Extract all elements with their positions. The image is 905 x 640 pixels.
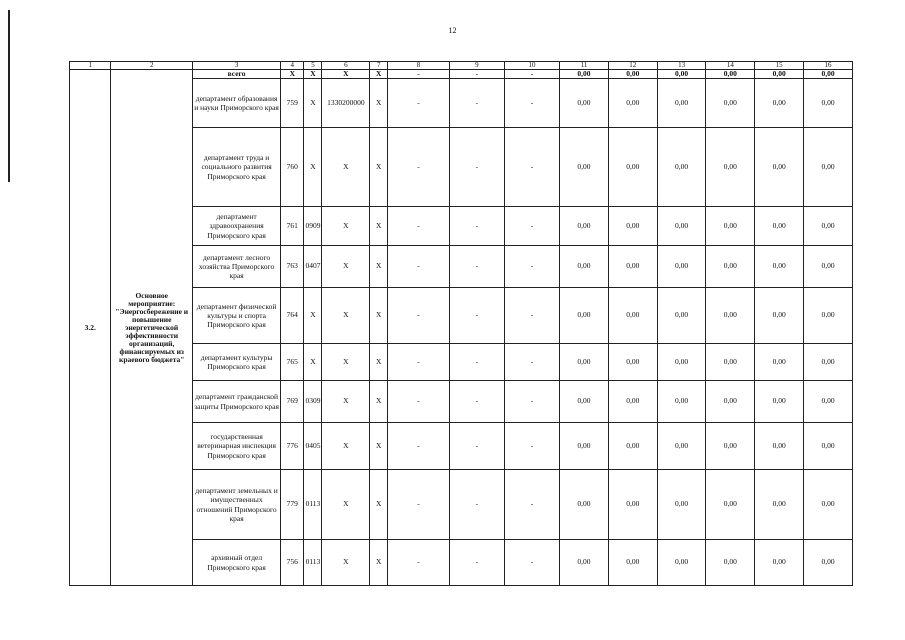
- total-cell: всего: [193, 70, 281, 79]
- table-cell-c14: 0,00: [706, 207, 755, 246]
- event-name: Основное мероприятие: "Энергосбережение и повышение энергетической эффективности организаций, финансируемых из краевого бюджета": [111, 70, 193, 586]
- table-cell-c15: 0,00: [755, 288, 804, 344]
- table-cell-c5: 0113: [304, 540, 322, 586]
- org-name: департамент здравоохранения Приморского края: [193, 207, 281, 246]
- table-cell-c4: 760: [281, 128, 304, 207]
- table-cell-c15: 0,00: [755, 128, 804, 207]
- table-cell-c9: -: [449, 423, 504, 470]
- table-cell-c11: 0,00: [560, 207, 609, 246]
- total-cell: 0,00: [706, 70, 755, 79]
- table-cell-c7: X: [370, 288, 388, 344]
- table-cell-c10: -: [504, 207, 559, 246]
- table-cell-c10: -: [504, 381, 559, 423]
- total-cell: 0,00: [560, 70, 609, 79]
- table-cell-c5: X: [304, 344, 322, 381]
- table-cell-c10: -: [504, 540, 559, 586]
- table-cell-c11: 0,00: [560, 540, 609, 586]
- header-cell: 6: [322, 62, 370, 70]
- header-cell: 10: [504, 62, 559, 70]
- table-cell-c6: 1330200000: [322, 79, 370, 128]
- header-cell: 12: [608, 62, 657, 70]
- table-cell-c12: 0,00: [608, 246, 657, 288]
- org-name: департамент образования и науки Приморского края: [193, 79, 281, 128]
- table-cell-c5: 0405: [304, 423, 322, 470]
- table-cell-c8: -: [388, 344, 450, 381]
- table-cell-c11: 0,00: [560, 288, 609, 344]
- table-cell-c11: 0,00: [560, 79, 609, 128]
- table-cell-c4: 763: [281, 246, 304, 288]
- table-cell-c5: X: [304, 128, 322, 207]
- table-cell-c8: -: [388, 128, 450, 207]
- table-cell-c16: 0,00: [804, 207, 853, 246]
- table-cell-c9: -: [449, 344, 504, 381]
- table-cell-c4: 761: [281, 207, 304, 246]
- org-name: государственная ветеринарная инспекция Приморского края: [193, 423, 281, 470]
- table-cell-c8: -: [388, 423, 450, 470]
- org-name: департамент гражданской защиты Приморского края: [193, 381, 281, 423]
- section-number: 3.2.: [70, 70, 111, 586]
- table-cell-c9: -: [449, 470, 504, 540]
- table-cell-c11: 0,00: [560, 423, 609, 470]
- total-cell: 0,00: [657, 70, 706, 79]
- org-name: департамент труда и социального развития Приморского края: [193, 128, 281, 207]
- table-cell-c15: 0,00: [755, 344, 804, 381]
- table-cell-c6: X: [322, 207, 370, 246]
- header-cell: 2: [111, 62, 193, 70]
- table-cell-c12: 0,00: [608, 381, 657, 423]
- table-cell-c13: 0,00: [657, 128, 706, 207]
- table-cell-c15: 0,00: [755, 540, 804, 586]
- table-cell-c8: -: [388, 246, 450, 288]
- table-cell-c12: 0,00: [608, 288, 657, 344]
- total-cell: -: [504, 70, 559, 79]
- header-cell: 4: [281, 62, 304, 70]
- table-cell-c11: 0,00: [560, 344, 609, 381]
- table-cell-c12: 0,00: [608, 540, 657, 586]
- table-cell-c14: 0,00: [706, 79, 755, 128]
- table-cell-c4: 765: [281, 344, 304, 381]
- table-cell-c15: 0,00: [755, 79, 804, 128]
- table-cell-c7: X: [370, 423, 388, 470]
- table-cell-c12: 0,00: [608, 79, 657, 128]
- table-cell-c10: -: [504, 246, 559, 288]
- table-cell-c13: 0,00: [657, 470, 706, 540]
- total-cell: X: [304, 70, 322, 79]
- table-cell-c10: -: [504, 344, 559, 381]
- header-cell: 3: [193, 62, 281, 70]
- table-cell-c9: -: [449, 540, 504, 586]
- table-cell-c12: 0,00: [608, 128, 657, 207]
- table-cell-c12: 0,00: [608, 423, 657, 470]
- table-cell-c10: -: [504, 288, 559, 344]
- table-cell-c11: 0,00: [560, 246, 609, 288]
- table-cell-c14: 0,00: [706, 246, 755, 288]
- table-cell-c4: 776: [281, 423, 304, 470]
- table-cell-c14: 0,00: [706, 470, 755, 540]
- total-cell: 0,00: [804, 70, 853, 79]
- table-cell-c6: X: [322, 246, 370, 288]
- table-cell-c15: 0,00: [755, 207, 804, 246]
- header-cell: 11: [560, 62, 609, 70]
- table-cell-c5: X: [304, 79, 322, 128]
- table-cell-c8: -: [388, 79, 450, 128]
- table-cell-c15: 0,00: [755, 423, 804, 470]
- table-cell-c7: X: [370, 246, 388, 288]
- table-cell-c7: X: [370, 540, 388, 586]
- table-cell-c16: 0,00: [804, 344, 853, 381]
- table-cell-c14: 0,00: [706, 381, 755, 423]
- total-cell: 0,00: [755, 70, 804, 79]
- table-cell-c7: X: [370, 128, 388, 207]
- table-cell-c5: 0309: [304, 381, 322, 423]
- table-cell-c12: 0,00: [608, 470, 657, 540]
- table-cell-c13: 0,00: [657, 79, 706, 128]
- table-cell-c5: X: [304, 288, 322, 344]
- table-cell-c8: -: [388, 381, 450, 423]
- header-row: [70, 62, 853, 70]
- table-cell-c14: 0,00: [706, 423, 755, 470]
- total-cell: -: [388, 70, 450, 79]
- table-cell-c10: -: [504, 128, 559, 207]
- org-name: департамент земельных и имущественных отношений Приморского края: [193, 470, 281, 540]
- table-cell-c9: -: [449, 288, 504, 344]
- table-cell-c6: X: [322, 423, 370, 470]
- table-cell-c7: X: [370, 470, 388, 540]
- table-cell-c16: 0,00: [804, 128, 853, 207]
- table-cell-c6: X: [322, 540, 370, 586]
- table-cell-c16: 0,00: [804, 288, 853, 344]
- table-cell-c14: 0,00: [706, 540, 755, 586]
- table-cell-c7: X: [370, 381, 388, 423]
- table-cell-c4: 759: [281, 79, 304, 128]
- table-cell-c4: 779: [281, 470, 304, 540]
- left-margin-line: [8, 10, 10, 182]
- table-cell-c12: 0,00: [608, 207, 657, 246]
- budget-table: [69, 61, 853, 586]
- header-cell: 9: [449, 62, 504, 70]
- table-cell-c13: 0,00: [657, 207, 706, 246]
- table-cell-c16: 0,00: [804, 540, 853, 586]
- total-cell: X: [370, 70, 388, 79]
- table-cell-c13: 0,00: [657, 288, 706, 344]
- table-cell-c8: -: [388, 540, 450, 586]
- table-cell-c4: 764: [281, 288, 304, 344]
- table-cell-c15: 0,00: [755, 246, 804, 288]
- table-cell-c13: 0,00: [657, 423, 706, 470]
- table-cell-c14: 0,00: [706, 344, 755, 381]
- table-cell-c5: 0407: [304, 246, 322, 288]
- table-cell-c16: 0,00: [804, 423, 853, 470]
- table-cell-c13: 0,00: [657, 246, 706, 288]
- table-cell-c13: 0,00: [657, 540, 706, 586]
- org-name: архивный отдел Приморского края: [193, 540, 281, 586]
- table-cell-c4: 756: [281, 540, 304, 586]
- header-cell: 5: [304, 62, 322, 70]
- header-cell: 14: [706, 62, 755, 70]
- table-cell-c8: -: [388, 207, 450, 246]
- total-row: [70, 70, 853, 79]
- table-cell-c16: 0,00: [804, 381, 853, 423]
- table-cell-c6: X: [322, 470, 370, 540]
- table-cell-c9: -: [449, 79, 504, 128]
- table-cell-c16: 0,00: [804, 470, 853, 540]
- table-cell-c7: X: [370, 79, 388, 128]
- table-cell-c15: 0,00: [755, 470, 804, 540]
- org-name: департамент физической культуры и спорта Приморского края: [193, 288, 281, 344]
- table-cell-c6: X: [322, 381, 370, 423]
- header-cell: 8: [388, 62, 450, 70]
- total-cell: X: [322, 70, 370, 79]
- header-cell: 7: [370, 62, 388, 70]
- table-cell-c11: 0,00: [560, 128, 609, 207]
- table-cell-c5: 0113: [304, 470, 322, 540]
- header-cell: 15: [755, 62, 804, 70]
- header-cell: 13: [657, 62, 706, 70]
- total-cell: X: [281, 70, 304, 79]
- table-cell-c7: X: [370, 207, 388, 246]
- table-cell-c4: 769: [281, 381, 304, 423]
- table-cell-c10: -: [504, 470, 559, 540]
- table-cell-c8: -: [388, 288, 450, 344]
- table-cell-c6: X: [322, 344, 370, 381]
- table-cell-c16: 0,00: [804, 79, 853, 128]
- table-cell-c13: 0,00: [657, 381, 706, 423]
- org-name: департамент культуры Приморского края: [193, 344, 281, 381]
- table-cell-c13: 0,00: [657, 344, 706, 381]
- table-cell-c15: 0,00: [755, 381, 804, 423]
- table-cell-c10: -: [504, 79, 559, 128]
- table-cell-c14: 0,00: [706, 128, 755, 207]
- total-cell: -: [449, 70, 504, 79]
- table-cell-c16: 0,00: [804, 246, 853, 288]
- table-cell-c10: -: [504, 423, 559, 470]
- header-cell: 1: [70, 62, 111, 70]
- page-number: 12: [448, 26, 457, 35]
- table-cell-c14: 0,00: [706, 288, 755, 344]
- table-cell-c8: -: [388, 470, 450, 540]
- table-cell-c6: X: [322, 288, 370, 344]
- org-name: департамент лесного хозяйства Приморского края: [193, 246, 281, 288]
- total-cell: 0,00: [608, 70, 657, 79]
- table-cell-c12: 0,00: [608, 344, 657, 381]
- table-cell-c7: X: [370, 344, 388, 381]
- table-cell-c9: -: [449, 381, 504, 423]
- table-cell-c9: -: [449, 207, 504, 246]
- table-cell-c6: X: [322, 128, 370, 207]
- table-cell-c9: -: [449, 246, 504, 288]
- table-cell-c9: -: [449, 128, 504, 207]
- table-cell-c5: 0909: [304, 207, 322, 246]
- header-cell: 16: [804, 62, 853, 70]
- table-cell-c11: 0,00: [560, 470, 609, 540]
- table-cell-c11: 0,00: [560, 381, 609, 423]
